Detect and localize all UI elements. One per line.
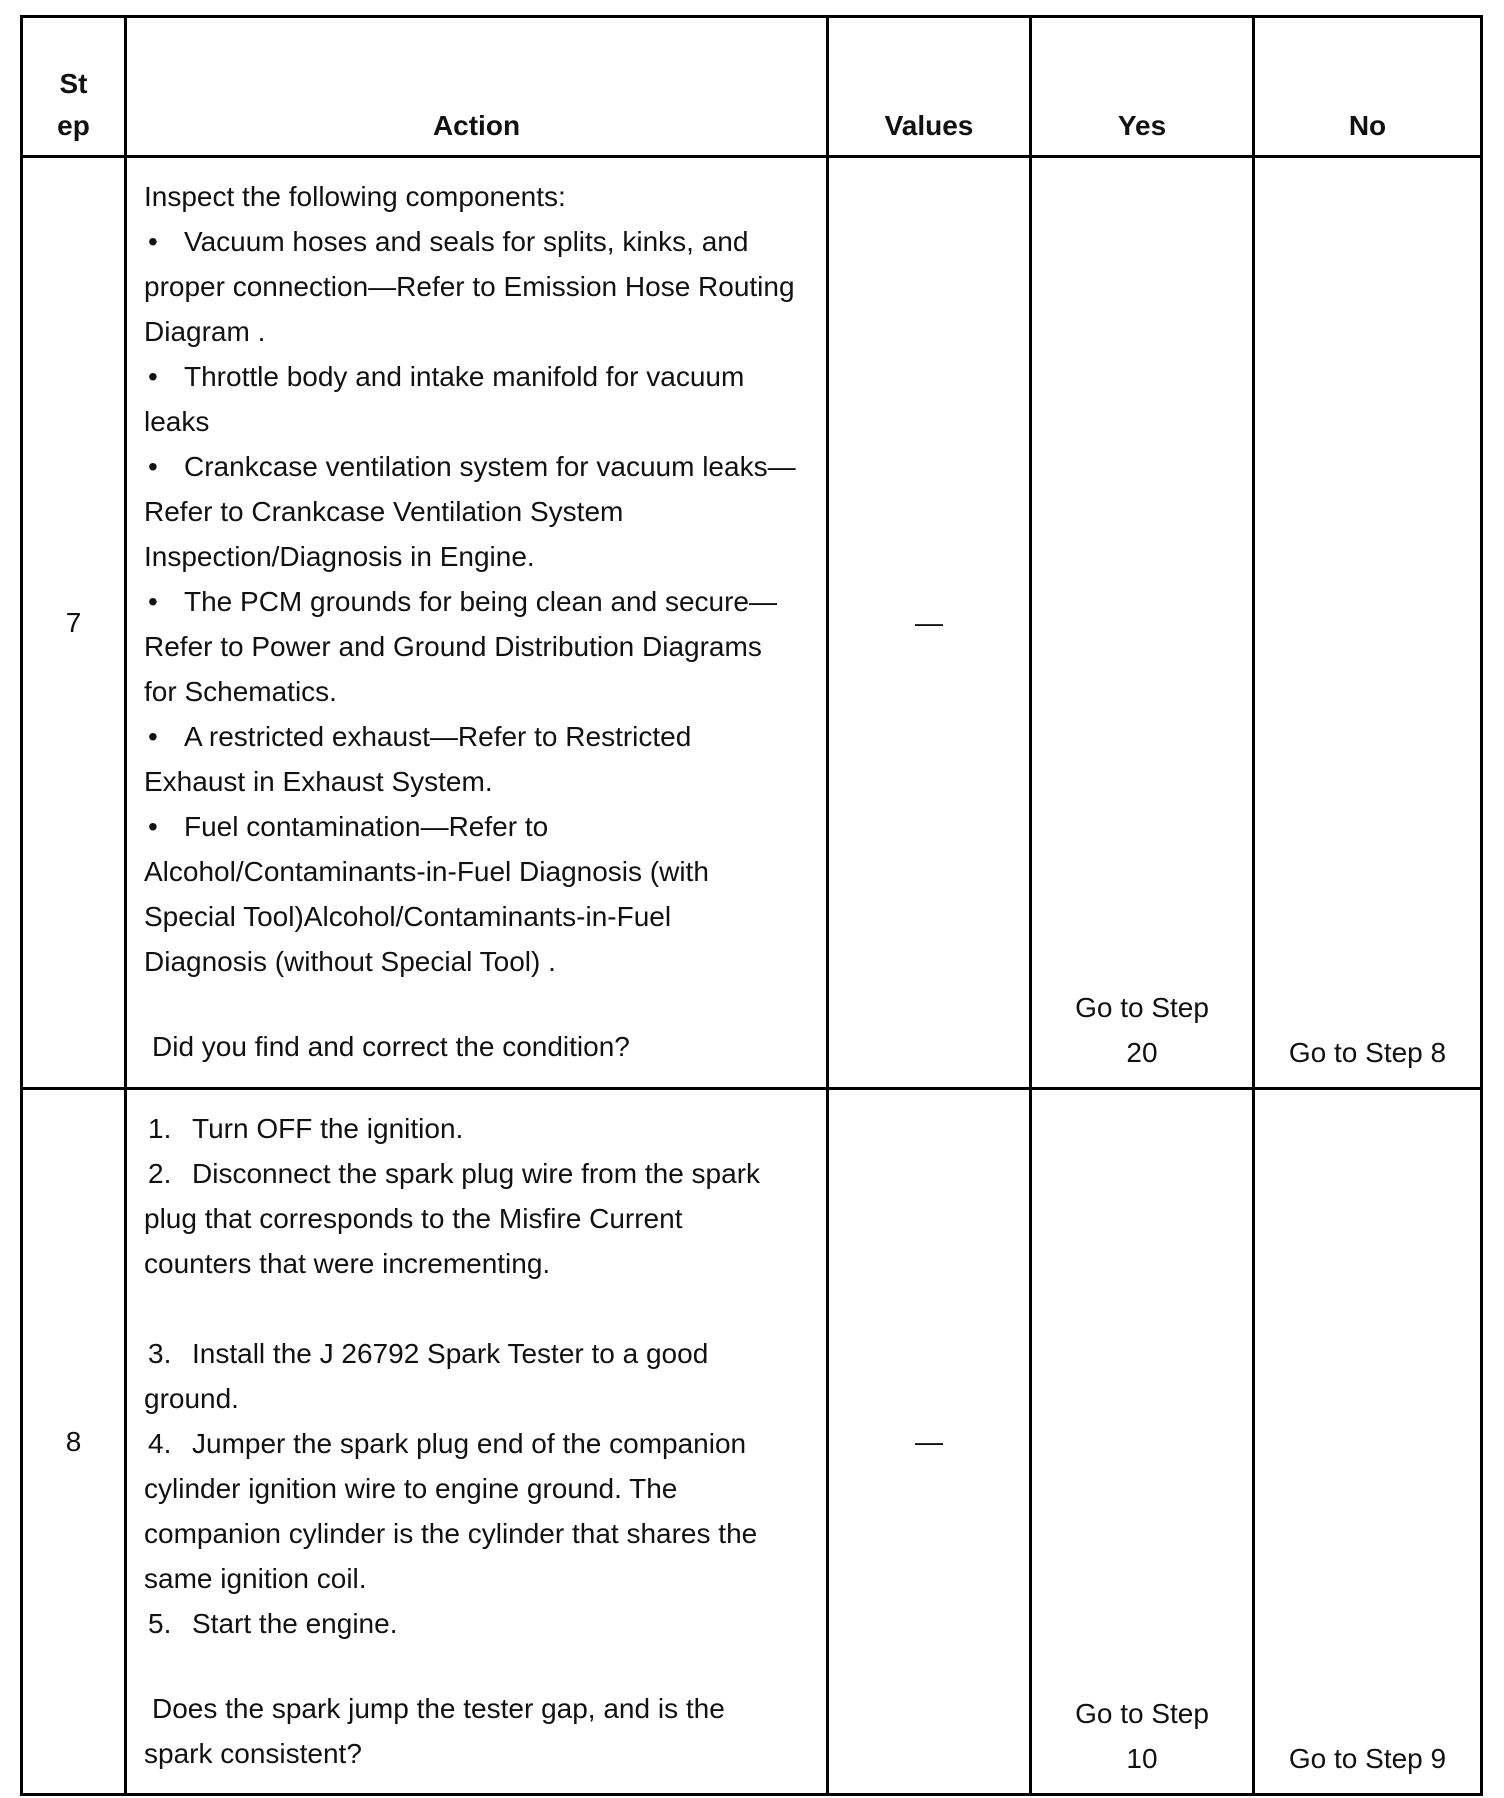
no-cell bbox=[1254, 157, 1482, 1089]
list-number: 1. bbox=[148, 1113, 172, 1144]
yes-cell bbox=[1031, 157, 1254, 1089]
header-yes: Yes bbox=[1031, 17, 1254, 157]
bullet-icon: • bbox=[148, 361, 158, 392]
yes-step: 20 bbox=[1126, 1037, 1158, 1068]
action-question: Does the spark jump the tester gap, and is the spark consistent? bbox=[144, 1693, 725, 1769]
list-item: 5. Start the engine. bbox=[144, 1601, 796, 1646]
yes-label: Go to Step bbox=[1075, 992, 1209, 1023]
yes-step: 10 bbox=[1126, 1743, 1158, 1774]
list-item: • Throttle body and intake manifold for vacuum leaks bbox=[144, 354, 796, 444]
header-values: Values bbox=[828, 17, 1031, 157]
bullet-icon: • bbox=[148, 721, 158, 752]
values-cell: — bbox=[828, 157, 1031, 1089]
header-action: Action bbox=[126, 17, 828, 157]
table-row-step-8 bbox=[22, 1089, 1482, 1795]
action-cell bbox=[126, 157, 828, 1089]
list-number: 5. bbox=[148, 1608, 172, 1639]
step-number: 7 bbox=[22, 157, 126, 1089]
list-item: 3. Install the J 26792 Spark Tester to a good ground. bbox=[144, 1331, 796, 1421]
yes-label: Go to Step bbox=[1075, 1698, 1209, 1729]
bullet-icon: • bbox=[148, 226, 158, 257]
header-step: St ep bbox=[22, 17, 126, 157]
no-cell bbox=[1254, 1089, 1482, 1795]
list-item: • The PCM grounds for being clean and secure—Refer to Power and Ground Distribution Diagrams for Schematics. bbox=[144, 579, 796, 714]
step-number: 8 bbox=[22, 1089, 126, 1795]
diagnostic-table bbox=[20, 15, 1483, 1796]
list-number: 3. bbox=[148, 1338, 172, 1369]
values-cell: — bbox=[828, 1089, 1031, 1795]
header-no: No bbox=[1254, 17, 1482, 157]
action-intro: Inspect the following components: bbox=[144, 181, 566, 212]
action-cell bbox=[126, 1089, 828, 1795]
bullet-icon: • bbox=[148, 586, 158, 617]
list-item: 4. Jumper the spark plug end of the companion cylinder ignition wire to engine ground. The companion cylinder is the cylinder that shares the same ignition coil. bbox=[144, 1421, 796, 1601]
no-label: Go to Step 9 bbox=[1288, 1743, 1447, 1774]
bullet-icon: • bbox=[148, 811, 158, 842]
action-question: Did you find and correct the condition? bbox=[152, 1031, 630, 1062]
list-item: • Vacuum hoses and seals for splits, kinks, and proper connection—Refer to Emission Hose Routing Diagram . bbox=[144, 219, 796, 354]
list-number: 4. bbox=[148, 1428, 172, 1459]
list-number: 2. bbox=[148, 1158, 172, 1189]
header-row bbox=[22, 17, 1482, 157]
list-item: • Fuel contamination—Refer to Alcohol/Contaminants-in-Fuel Diagnosis (with Special Tool)Alcohol/Contaminants-in-Fuel Diagnosis (without Special Tool) . bbox=[144, 804, 796, 984]
bullet-icon: • bbox=[148, 451, 158, 482]
list-item: • Crankcase ventilation system for vacuum leaks—Refer to Crankcase Ventilation System Inspection/Diagnosis in Engine. bbox=[144, 444, 796, 579]
list-item: 2. Disconnect the spark plug wire from the spark plug that corresponds to the Misfire Current counters that were incrementing. bbox=[144, 1151, 796, 1286]
list-item: 1. Turn OFF the ignition. bbox=[144, 1106, 796, 1151]
table-row-step-7 bbox=[22, 157, 1482, 1089]
yes-cell bbox=[1031, 1089, 1254, 1795]
list-item: • A restricted exhaust—Refer to Restricted Exhaust in Exhaust System. bbox=[144, 714, 796, 804]
no-label: Go to Step 8 bbox=[1288, 1037, 1447, 1068]
